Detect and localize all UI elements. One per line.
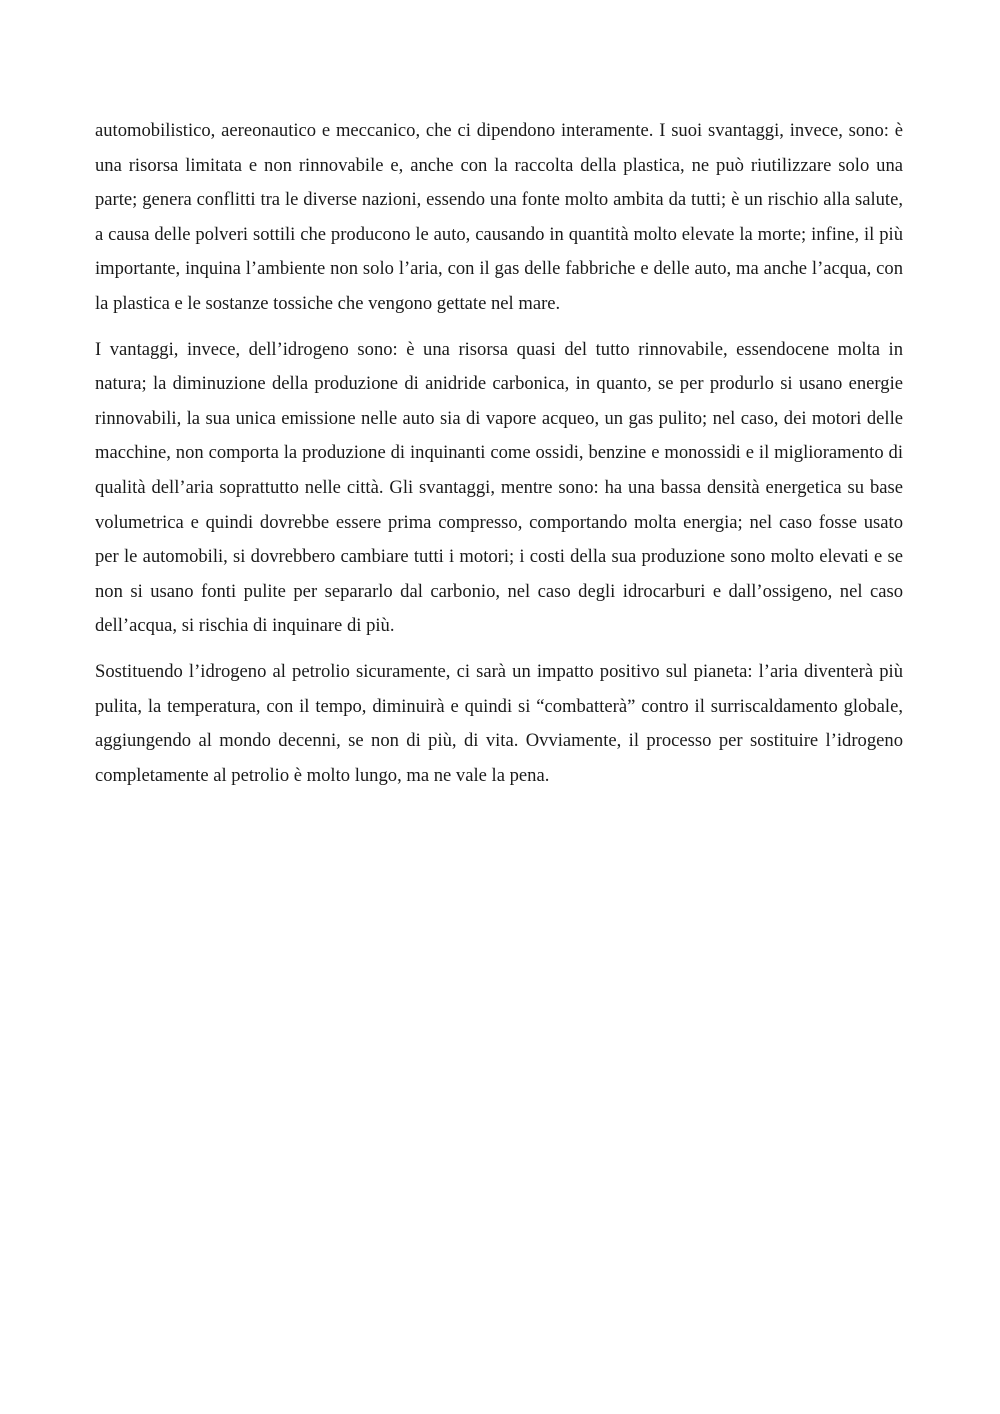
paragraph-hydrogen-pros-cons: I vantaggi, invece, dell’idrogeno sono: è una risorsa quasi del tutto rinnovabile, essendocene molta in natura; la diminuzione della produzione di anidride carbonica, in quanto, se per produrlo si usano energie rinnovabili, la sua unica emissione nelle auto sia di vapore acqueo, un gas pulito; nel caso, dei motori delle macchine, non comporta la produzione di inquinanti come ossidi, benzine e monossidi e il miglioramento di qualità dell’aria soprattutto nelle città. Gli svantaggi, mentre sono: ha una bassa densità energetica su base volumetrica e quindi dovrebbe essere prima compresso, comportando molta energia; nel caso fosse usato per le automobili, si dovrebbero cambiare tutti i motori; i costi della sua produzione sono molto elevati e se non si usano fonti pulite per separarlo dal carbonio, nel caso degli idrocarburi e dall’ossigeno, nel caso dell’acqua, si rischia di inquinare di più. — [95, 338, 903, 637]
document-body — [95, 114, 903, 793]
paragraph-petroleum-disadvantages: automobilistico, aereonautico e meccanico, che ci dipendono interamente. I suoi svantaggi, invece, sono: è una risorsa limitata e non rinnovabile e, anche con la raccolta della plastica, ne può riutilizzare solo una parte; genera conflitti tra le diverse nazioni, essendo una fonte molto ambita da tutti; è un rischio alla salute, a causa delle polveri sottili che producono le auto, causando in quantità molto elevate la morte; infine, il più importante, inquina l’ambiente non solo l’aria, con il gas delle fabbriche e delle auto, ma anche l’acqua, con la plastica e le sostanze tossiche che vengono gettate nel mare. — [95, 120, 903, 314]
paragraph-conclusion: Sostituendo l’idrogeno al petrolio sicuramente, ci sarà un impatto positivo sul pianeta: l’aria diventerà più pulita, la temperatura, con il tempo, diminuirà e quindi si “combatterà” contro il surriscaldamento globale, aggiungendo al mondo decenni, se non di più, di vita. Ovviamente, il processo per sostituire l’idrogeno completamente al petrolio è molto lungo, ma ne vale la pena. — [95, 660, 903, 786]
